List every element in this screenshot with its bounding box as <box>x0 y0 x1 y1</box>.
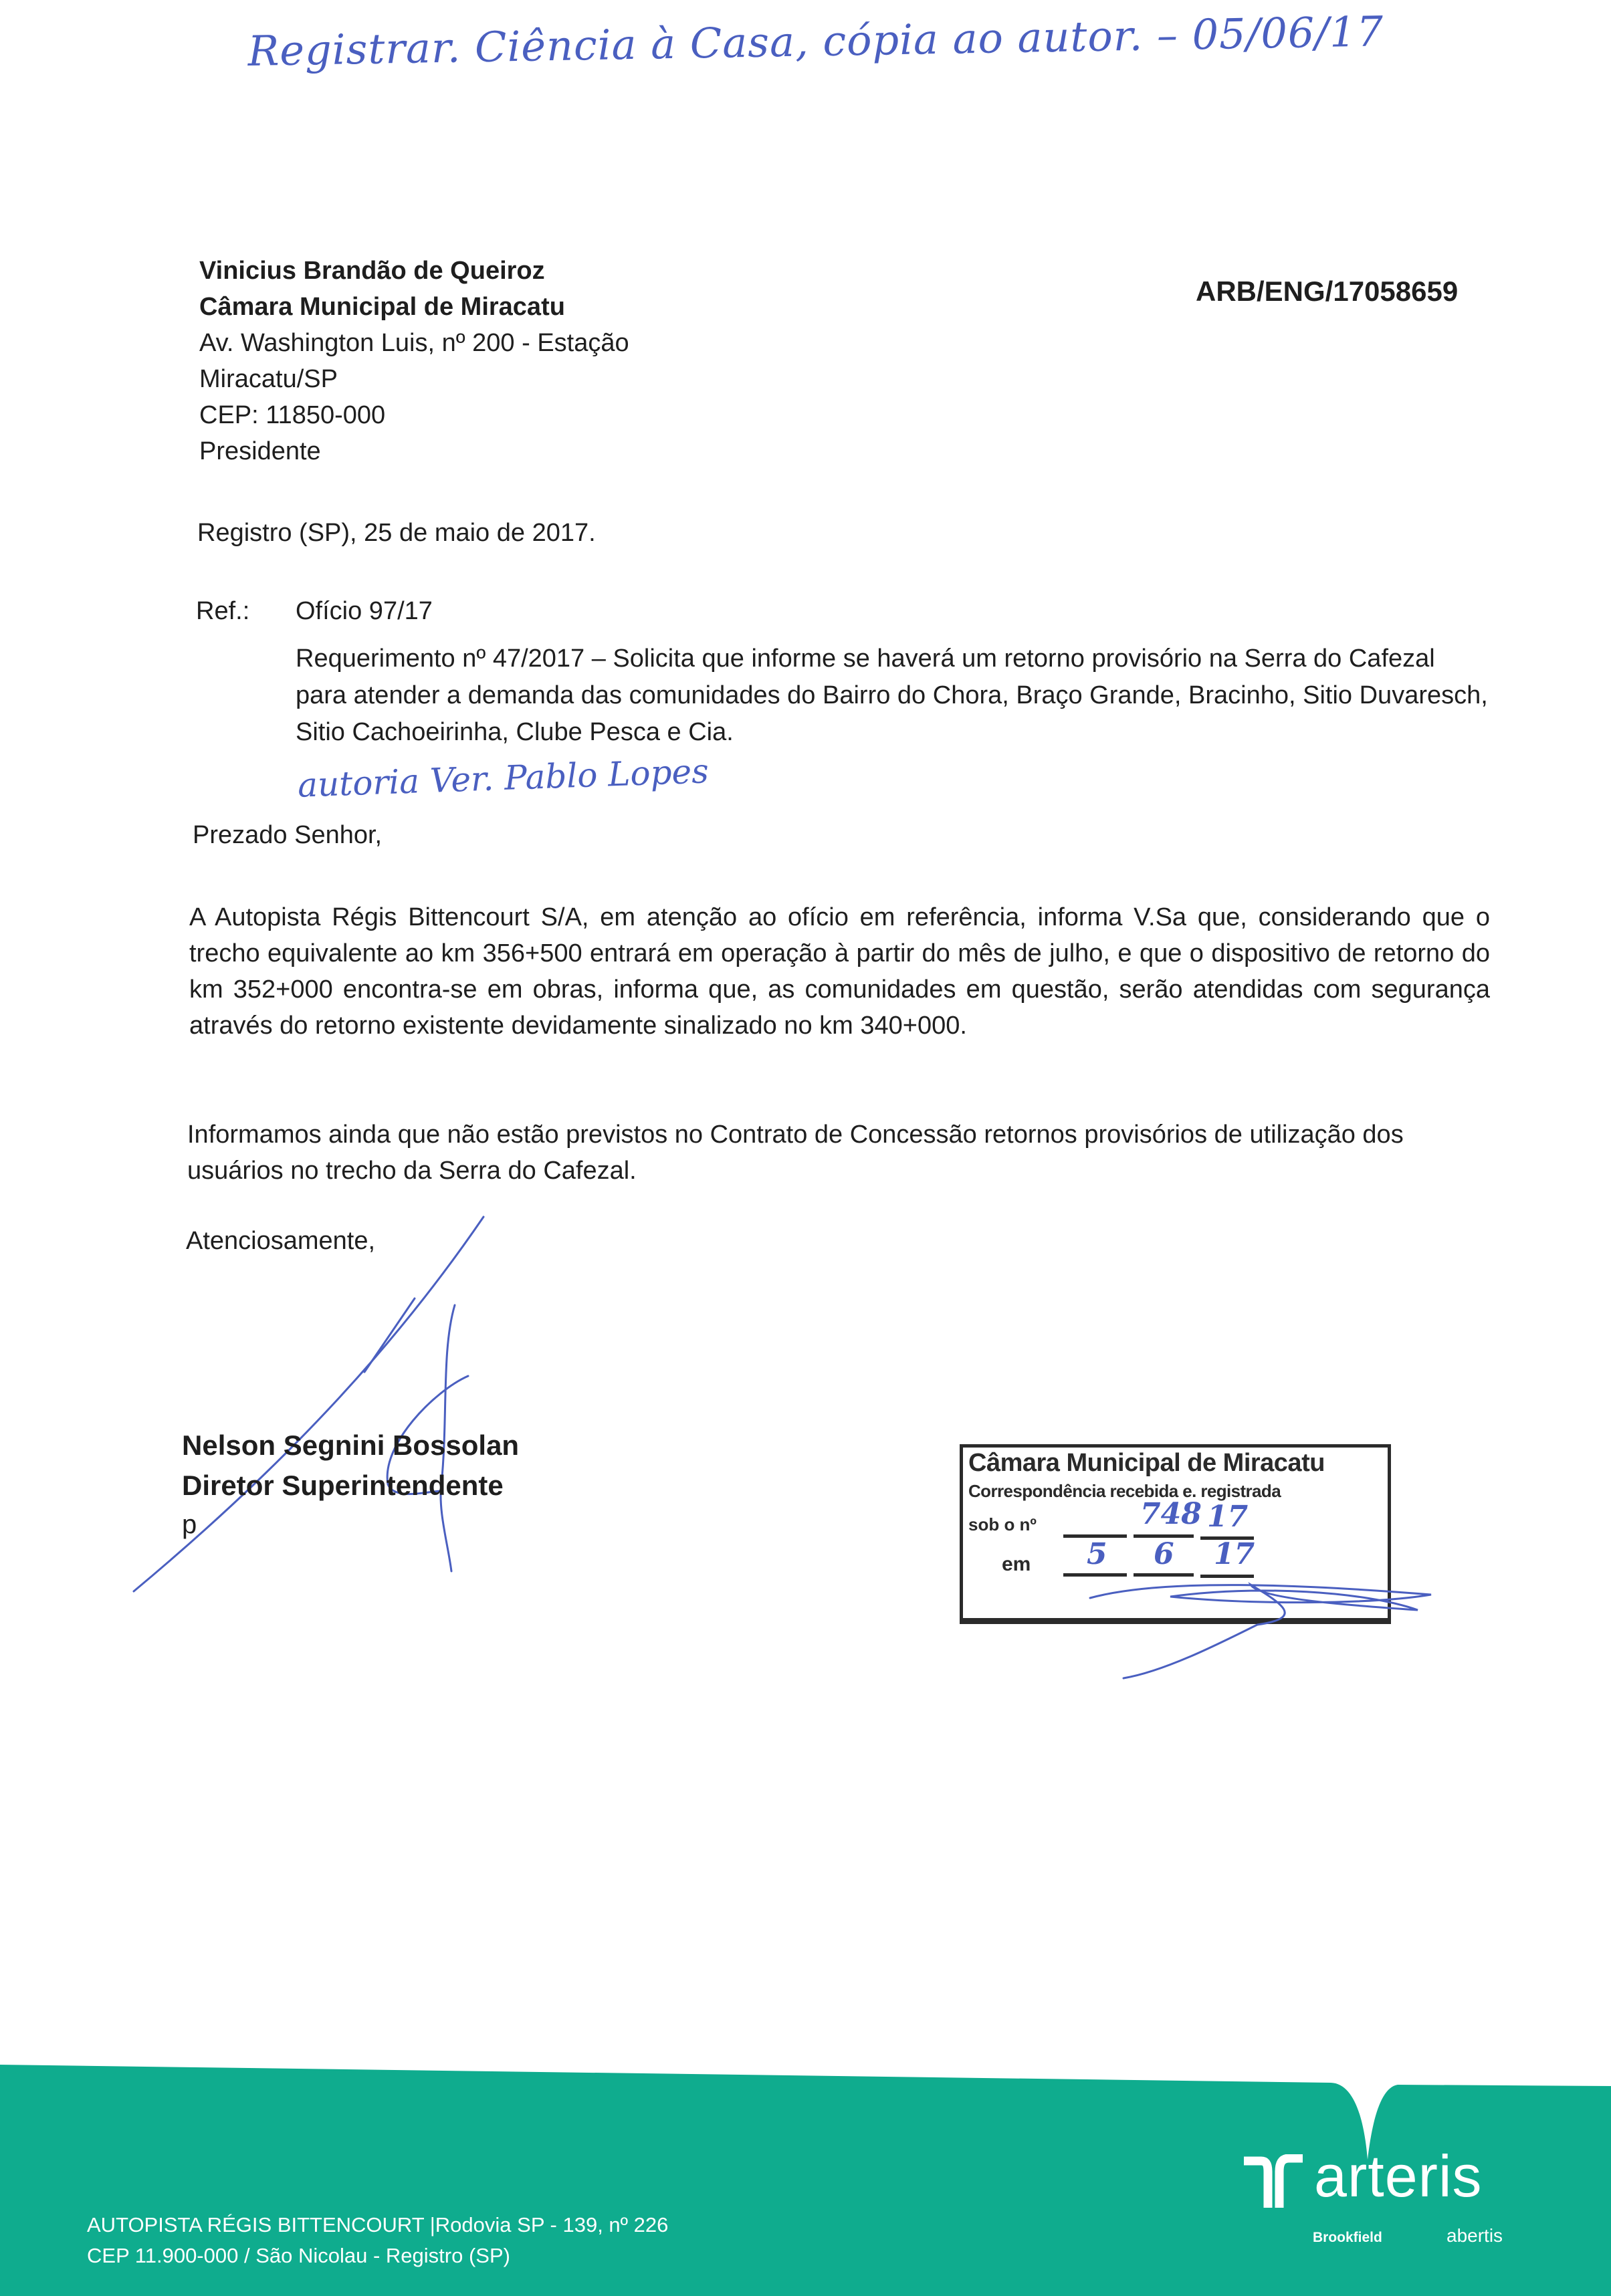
stamp-date-day: 5 <box>1087 1537 1107 1571</box>
initials-scribble-icon <box>1083 1578 1458 1685</box>
signature-icon <box>120 1197 522 1611</box>
signatory-title: Diretor Superintendente <box>182 1470 504 1501</box>
logo-wordmark: arteris <box>1314 2143 1483 2209</box>
stamp-number-value: 748 <box>1140 1497 1202 1531</box>
stamp-number-label: sob o nº <box>968 1514 1037 1534</box>
reference-label: Ref.: <box>196 597 250 625</box>
stamp-date-year: 17 <box>1214 1537 1255 1571</box>
closing: Atenciosamente, <box>186 1227 376 1255</box>
partner-abertis: abertis <box>1446 2225 1503 2246</box>
signatory-name: Nelson Segnini Bossolan <box>182 1429 520 1461</box>
footer-address-line2: CEP 11.900-000 / São Nicolau - Registro (SP) <box>87 2244 510 2267</box>
footer-address-line1: AUTOPISTA RÉGIS BITTENCOURT |Rodovia SP - 139, nº 226 <box>87 2213 669 2236</box>
stamp-date-month: 6 <box>1154 1537 1174 1571</box>
stamp-date-label: em <box>1002 1553 1031 1575</box>
reference-oficio: Ofício 97/17 <box>296 597 433 625</box>
handwritten-author-note: autoria Ver. Pablo Lopes <box>297 752 710 805</box>
recipient-address: Av. Washington Luis, nº 200 - Estação <box>199 329 629 357</box>
body-paragraph-2: Informamos ainda que não estão previstos no Contrato de Concessão retornos provisórios de utilização dos usuários no trecho da Serra do Cafezal. <box>187 1121 1404 1185</box>
reference-code: ARB/ENG/17058659 <box>1196 275 1459 307</box>
salutation: Prezado Senhor, <box>193 821 383 849</box>
signatory-suffix: p <box>182 1510 197 1539</box>
recipient-institution: Câmara Municipal de Miracatu <box>199 293 565 321</box>
body-paragraph-1: A Autopista Régis Bittencourt S/A, em atenção ao ofício em referência, informa V.Sa que, considerando que o trecho equivalente ao km 356+500 entrará em operação à partir do mês de julho, e que o dispositivo de retorno do km 352+000 encontra-se em obras, informa que, as comunidades em questão, serão atendidas com segurança através do retorno existente devidamente sinalizado no km 340+000. <box>189 903 1490 1040</box>
recipient-name: Vinicius Brandão de Queiroz <box>199 257 545 285</box>
reference-requerimento: Requerimento nº 47/2017 – Solicita que informe se haverá um retorno provisório na Serra do Cafezal para atender a demanda das comunidades do Bairro do Chora, Braço Grande, Bracinho, Sitio Duvaresch, Sitio Cachoeirinha, Clube Pesca e Cia. <box>296 645 1488 746</box>
recipient-block <box>199 253 629 469</box>
recipient-role: Presidente <box>199 437 321 465</box>
arteris-logo-icon <box>1243 2154 1306 2208</box>
stamp-received-label: Correspondência recebida e. registrada <box>968 1481 1281 1501</box>
recipient-city: Miracatu/SP <box>199 365 338 393</box>
date-line: Registro (SP), 25 de maio de 2017. <box>197 519 596 547</box>
stamp-number-year: 17 <box>1207 1500 1249 1534</box>
stamp-institution: Câmara Municipal de Miracatu <box>968 1449 1325 1477</box>
handwritten-annotation: Registrar. Ciência à Casa, cópia ao autor. – 05/06/17 <box>247 7 1384 76</box>
recipient-cep: CEP: 11850-000 <box>199 401 386 429</box>
partner-brookfield: Brookfield <box>1313 2230 1382 2245</box>
stamp-blank <box>1063 1509 1127 1538</box>
